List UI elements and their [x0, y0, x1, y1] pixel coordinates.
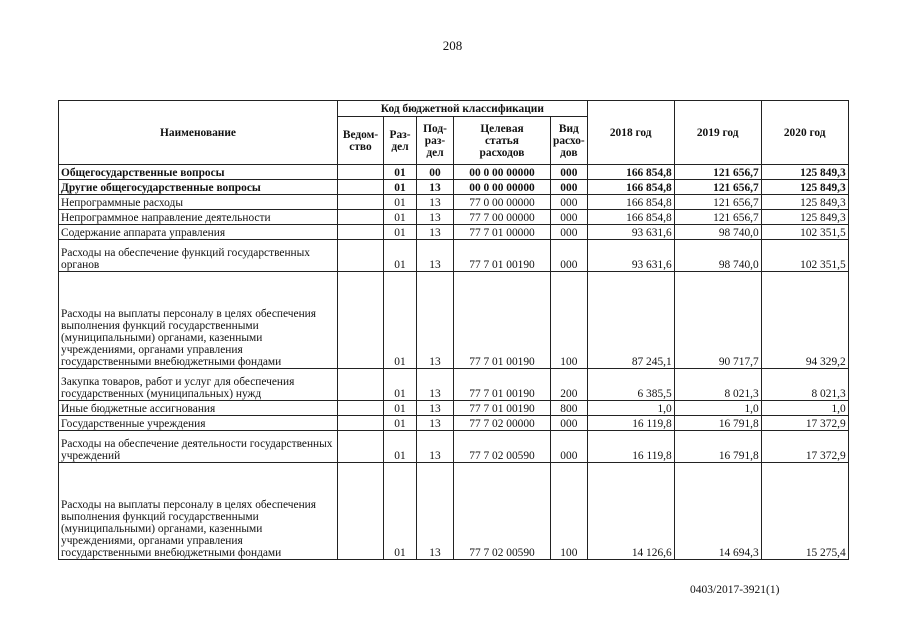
row-vid: 000 [551, 180, 588, 195]
row-value-2018: 93 631,6 [587, 240, 674, 272]
row-vedomstvo [338, 463, 384, 560]
row-name: Расходы на выплаты персоналу в целях обеспечения выполнения функций государственными (муниципальными) органами, казенными учреждениями, органами управления государственными внебюджетными фондами [59, 272, 338, 369]
header-razdel: Раз- дел [384, 117, 417, 165]
row-target: 77 7 02 00000 [454, 416, 551, 431]
table-row [59, 463, 849, 560]
row-vid: 000 [551, 210, 588, 225]
row-value-2018: 166 854,8 [587, 210, 674, 225]
row-razdel: 01 [384, 369, 417, 401]
table-row [59, 272, 849, 369]
table-row [59, 210, 849, 225]
budget-table [58, 100, 849, 560]
row-target: 00 0 00 00000 [454, 165, 551, 180]
row-value-2019: 1,0 [674, 401, 761, 416]
row-target: 00 0 00 00000 [454, 180, 551, 195]
page-number: 208 [442, 38, 463, 53]
row-value-2019: 16 791,8 [674, 416, 761, 431]
row-value-2018: 6 385,5 [587, 369, 674, 401]
row-vid: 100 [551, 463, 588, 560]
table-row [59, 431, 849, 463]
header-podrazdel: Под- раз- дел [417, 117, 454, 165]
table-row [59, 225, 849, 240]
row-name: Закупка товаров, работ и услуг для обеспечения государственных (муниципальных) нужд [59, 369, 338, 401]
row-target: 77 7 01 00190 [454, 369, 551, 401]
row-vedomstvo [338, 165, 384, 180]
row-value-2020: 8 021,3 [761, 369, 848, 401]
row-value-2019: 121 656,7 [674, 210, 761, 225]
row-value-2019: 16 791,8 [674, 431, 761, 463]
row-podrazdel: 13 [417, 431, 454, 463]
row-target: 77 7 02 00590 [454, 463, 551, 560]
row-podrazdel: 13 [417, 225, 454, 240]
row-podrazdel: 13 [417, 463, 454, 560]
row-name: Государственные учреждения [59, 416, 338, 431]
header-2018: 2018 год [587, 101, 674, 165]
row-value-2020: 17 372,9 [761, 431, 848, 463]
row-razdel: 01 [384, 240, 417, 272]
row-name: Другие общегосударственные вопросы [59, 180, 338, 195]
row-podrazdel: 13 [417, 210, 454, 225]
row-vid: 000 [551, 431, 588, 463]
row-podrazdel: 13 [417, 240, 454, 272]
row-value-2018: 166 854,8 [587, 165, 674, 180]
row-value-2018: 93 631,6 [587, 225, 674, 240]
row-podrazdel: 13 [417, 369, 454, 401]
row-target: 77 7 01 00190 [454, 272, 551, 369]
row-vedomstvo [338, 401, 384, 416]
row-vedomstvo [338, 225, 384, 240]
row-value-2020: 15 275,4 [761, 463, 848, 560]
row-value-2019: 121 656,7 [674, 195, 761, 210]
row-vid: 000 [551, 195, 588, 210]
row-razdel: 01 [384, 401, 417, 416]
row-vid: 100 [551, 272, 588, 369]
table-row [59, 165, 849, 180]
row-value-2018: 14 126,6 [587, 463, 674, 560]
row-razdel: 01 [384, 210, 417, 225]
row-value-2018: 166 854,8 [587, 180, 674, 195]
header-2020: 2020 год [761, 101, 848, 165]
row-podrazdel: 13 [417, 180, 454, 195]
row-vid: 000 [551, 225, 588, 240]
row-vedomstvo [338, 369, 384, 401]
row-name: Расходы на обеспечение функций государственных органов [59, 240, 338, 272]
row-vedomstvo [338, 416, 384, 431]
row-value-2018: 87 245,1 [587, 272, 674, 369]
row-vedomstvo [338, 210, 384, 225]
header-2019: 2019 год [674, 101, 761, 165]
row-vedomstvo [338, 431, 384, 463]
row-razdel: 01 [384, 165, 417, 180]
row-podrazdel: 13 [417, 272, 454, 369]
row-razdel: 01 [384, 416, 417, 431]
table-row [59, 401, 849, 416]
row-name: Содержание аппарата управления [59, 225, 338, 240]
row-value-2020: 102 351,5 [761, 240, 848, 272]
row-value-2020: 125 849,3 [761, 195, 848, 210]
row-razdel: 01 [384, 225, 417, 240]
row-name: Общегосударственные вопросы [59, 165, 338, 180]
row-name: Иные бюджетные ассигнования [59, 401, 338, 416]
row-razdel: 01 [384, 272, 417, 369]
header-vid: Вид расхо- дов [551, 117, 588, 165]
row-value-2018: 16 119,8 [587, 416, 674, 431]
header-target: Целевая статья расходов [454, 117, 551, 165]
row-value-2019: 121 656,7 [674, 165, 761, 180]
row-target: 77 7 01 00000 [454, 225, 551, 240]
row-target: 77 0 00 00000 [454, 195, 551, 210]
row-target: 77 7 01 00190 [454, 401, 551, 416]
table-row [59, 369, 849, 401]
row-vedomstvo [338, 272, 384, 369]
row-vedomstvo [338, 240, 384, 272]
row-value-2019: 14 694,3 [674, 463, 761, 560]
row-value-2018: 16 119,8 [587, 431, 674, 463]
row-target: 77 7 02 00590 [454, 431, 551, 463]
row-vid: 200 [551, 369, 588, 401]
row-value-2019: 8 021,3 [674, 369, 761, 401]
row-name: Непрограммные расходы [59, 195, 338, 210]
row-target: 77 7 01 00190 [454, 240, 551, 272]
row-value-2018: 166 854,8 [587, 195, 674, 210]
row-vedomstvo [338, 195, 384, 210]
row-name: Расходы на выплаты персоналу в целях обеспечения выполнения функций государственными (муниципальными) органами, казенными учреждениями, органами управления государственными внебюджетными фондами [59, 463, 338, 560]
row-value-2020: 17 372,9 [761, 416, 848, 431]
header-kbk: Код бюджетной классификации [338, 101, 588, 117]
row-value-2018: 1,0 [587, 401, 674, 416]
row-target: 77 7 00 00000 [454, 210, 551, 225]
table-row [59, 240, 849, 272]
row-name: Расходы на обеспечение деятельности государственных учреждений [59, 431, 338, 463]
row-vid: 800 [551, 401, 588, 416]
row-vid: 000 [551, 416, 588, 431]
row-value-2020: 94 329,2 [761, 272, 848, 369]
row-vid: 000 [551, 165, 588, 180]
row-value-2020: 125 849,3 [761, 180, 848, 195]
row-value-2019: 98 740,0 [674, 225, 761, 240]
row-vid: 000 [551, 240, 588, 272]
row-value-2020: 1,0 [761, 401, 848, 416]
row-podrazdel: 13 [417, 401, 454, 416]
table-row [59, 195, 849, 210]
row-podrazdel: 13 [417, 416, 454, 431]
row-vedomstvo [338, 180, 384, 195]
row-podrazdel: 13 [417, 195, 454, 210]
row-name: Непрограммное направление деятельности [59, 210, 338, 225]
row-razdel: 01 [384, 195, 417, 210]
header-vedomstvo: Ведом- ство [338, 117, 384, 165]
row-razdel: 01 [384, 431, 417, 463]
row-value-2020: 125 849,3 [761, 165, 848, 180]
row-razdel: 01 [384, 463, 417, 560]
row-podrazdel: 00 [417, 165, 454, 180]
table-row [59, 416, 849, 431]
row-value-2019: 121 656,7 [674, 180, 761, 195]
header-name: Наименование [59, 101, 338, 165]
row-value-2019: 98 740,0 [674, 240, 761, 272]
row-value-2020: 125 849,3 [761, 210, 848, 225]
row-razdel: 01 [384, 180, 417, 195]
row-value-2020: 102 351,5 [761, 225, 848, 240]
document-code: 0403/2017-3921(1) [690, 584, 780, 596]
table-row [59, 180, 849, 195]
row-value-2019: 90 717,7 [674, 272, 761, 369]
